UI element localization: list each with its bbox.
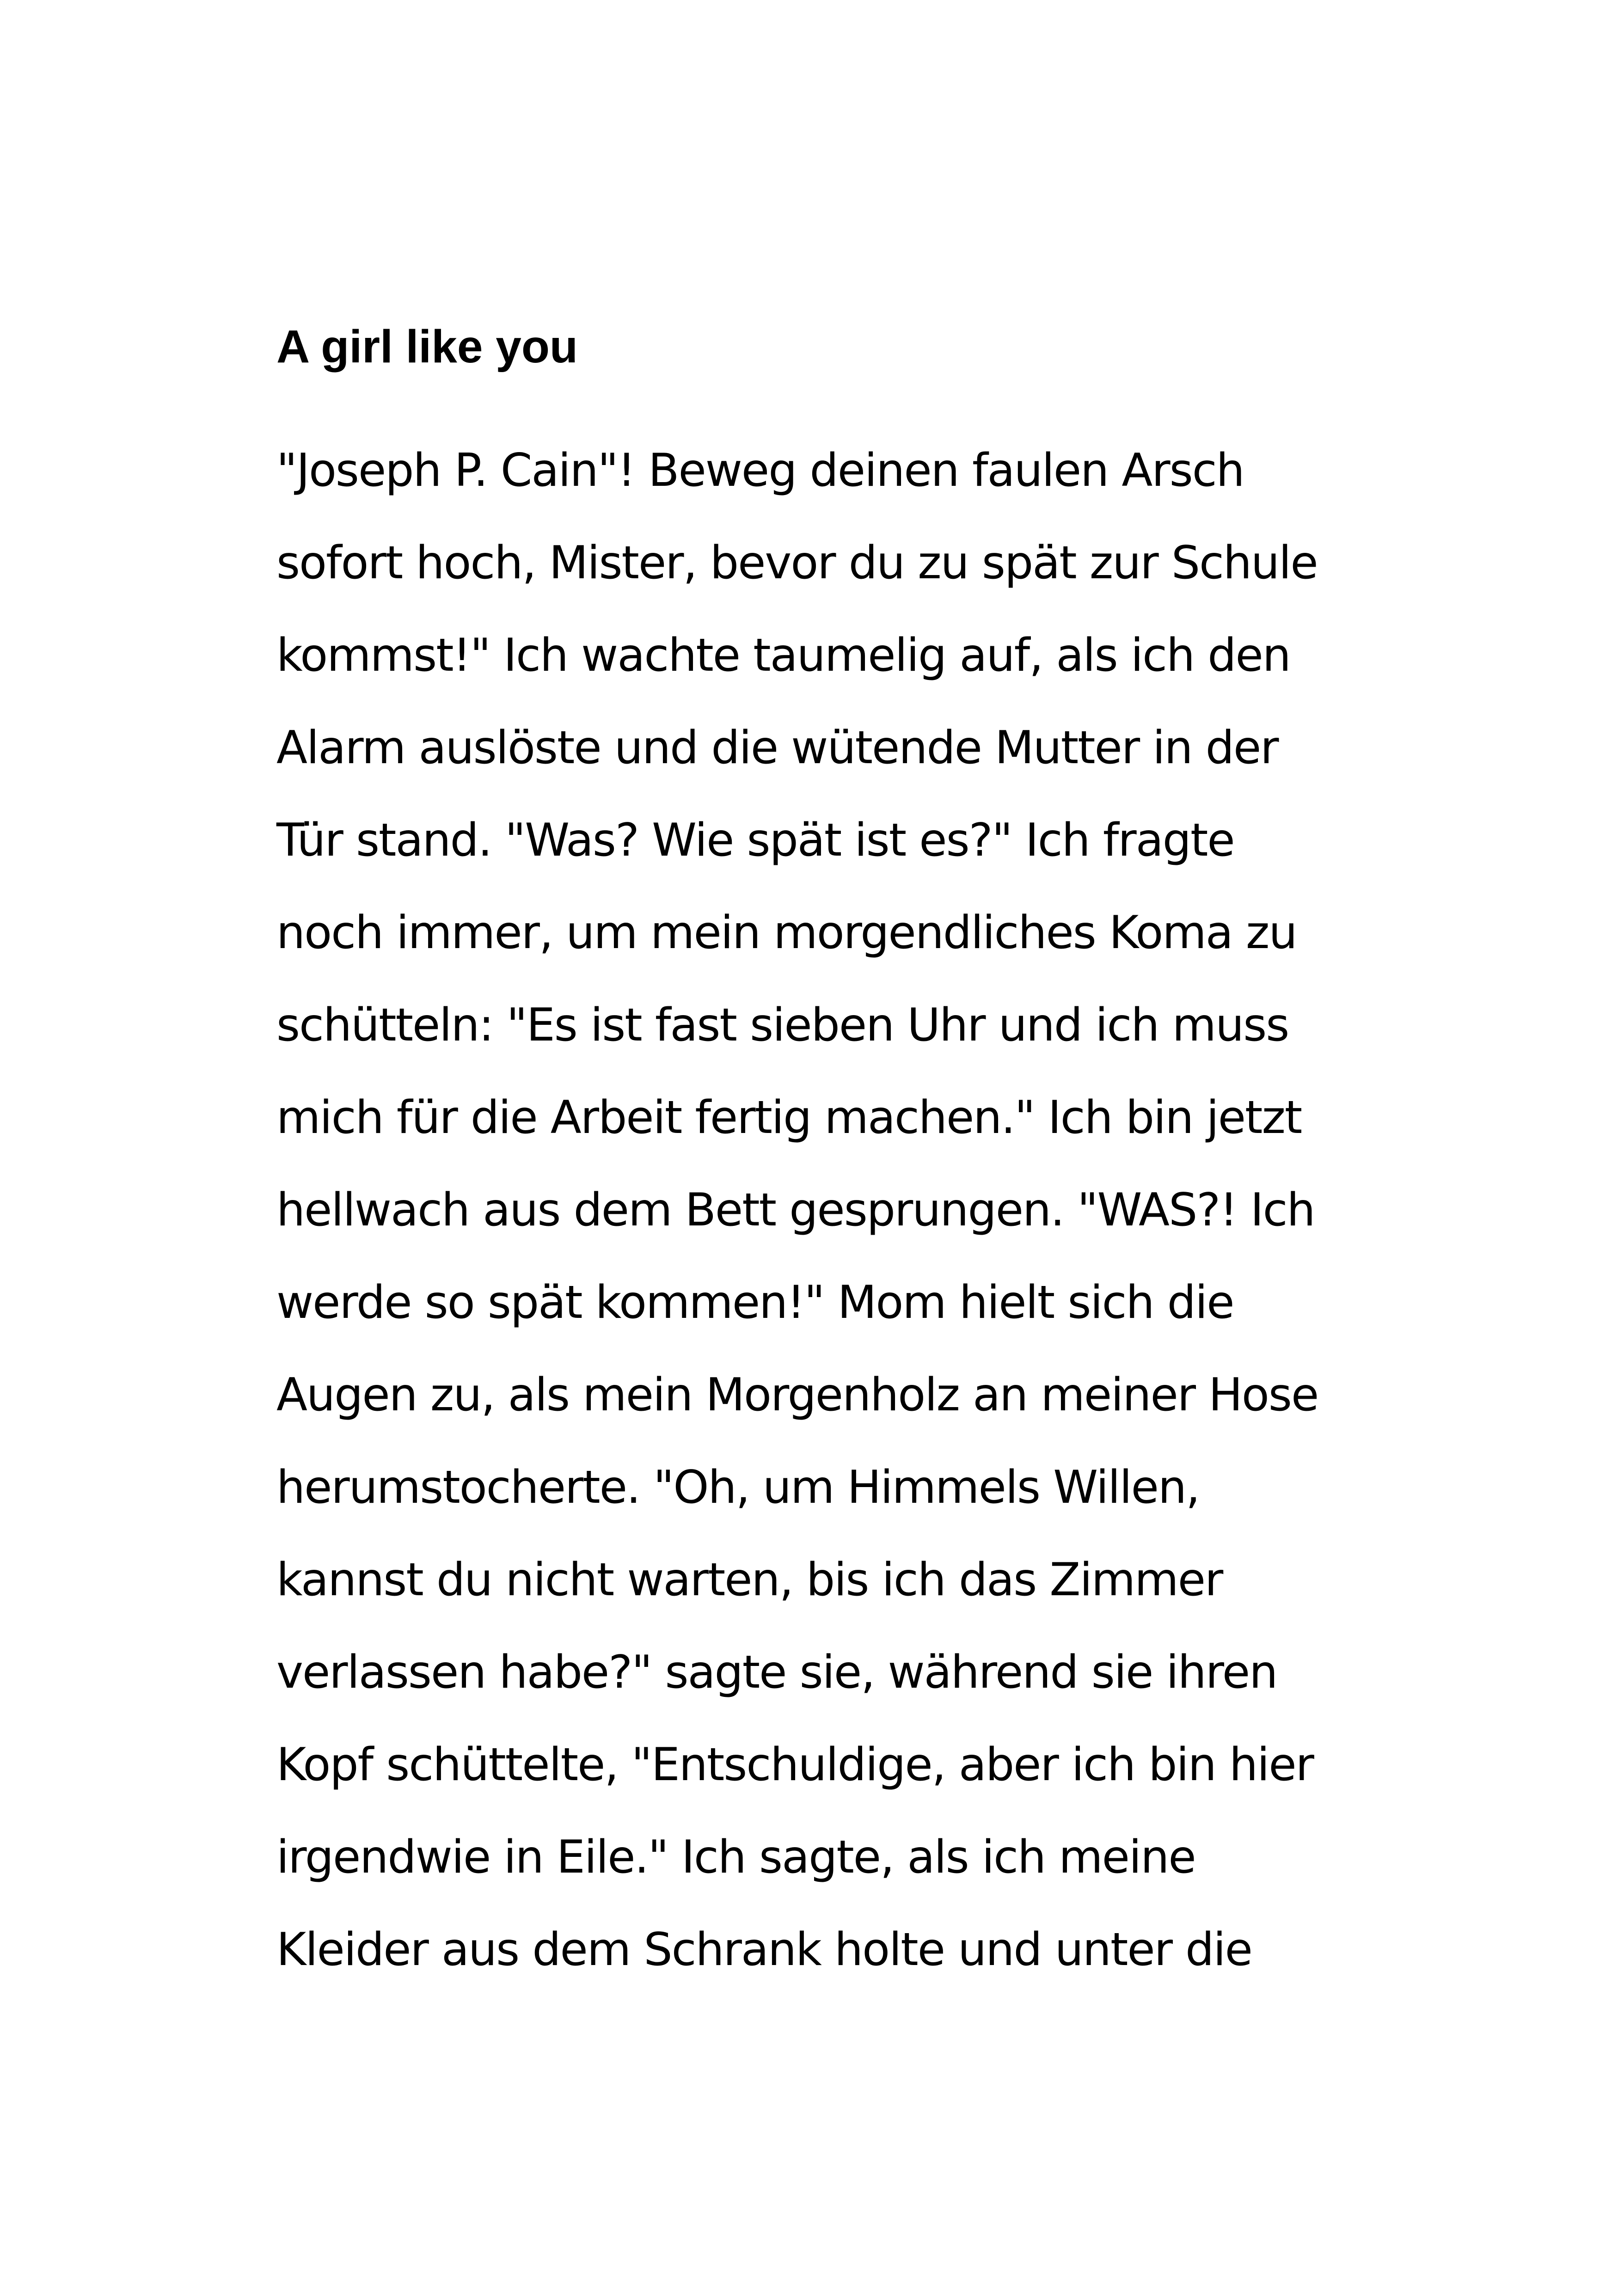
document-title: A girl like you	[276, 321, 578, 373]
text-line: Alarm auslöste und die wütende Mutter in der	[276, 722, 1278, 774]
text-line: Kleider aus dem Schrank holte und unter die	[276, 1923, 1252, 1976]
text-line: "Joseph P. Cain"! Beweg deinen faulen Arsch	[276, 444, 1244, 497]
text-line: kannst du nicht warten, bis ich das Zimmer	[276, 1554, 1223, 1606]
text-line: irgendwie in Eile." Ich sagte, als ich meine	[276, 1831, 1195, 1884]
text-line: sofort hoch, Mister, bevor du zu spät zur Schule	[276, 537, 1318, 589]
text-line: schütteln: "Es ist fast sieben Uhr und ich muss	[276, 999, 1289, 1052]
text-line: Augen zu, als mein Morgenholz an meiner Hose	[276, 1369, 1318, 1421]
text-line: verlassen habe?" sagte sie, während sie ihren	[276, 1646, 1277, 1699]
text-line: hellwach aus dem Bett gesprungen. "WAS?! Ich	[276, 1184, 1315, 1237]
text-line: werde so spät kommen!" Mom hielt sich die	[276, 1276, 1234, 1329]
text-line: noch immer, um mein morgendliches Koma zu	[276, 906, 1297, 959]
text-line: herumstocherte. "Oh, um Himmels Willen,	[276, 1461, 1200, 1514]
document-body	[276, 424, 1386, 1996]
text-line: Tür stand. "Was? Wie spät ist es?" Ich fragte	[276, 814, 1234, 867]
text-line: kommst!" Ich wachte taumelig auf, als ich den	[276, 629, 1290, 682]
text-line: mich für die Arbeit fertig machen." Ich bin jetzt	[276, 1091, 1302, 1144]
text-line: Kopf schüttelte, "Entschuldige, aber ich bin hier	[276, 1739, 1313, 1791]
